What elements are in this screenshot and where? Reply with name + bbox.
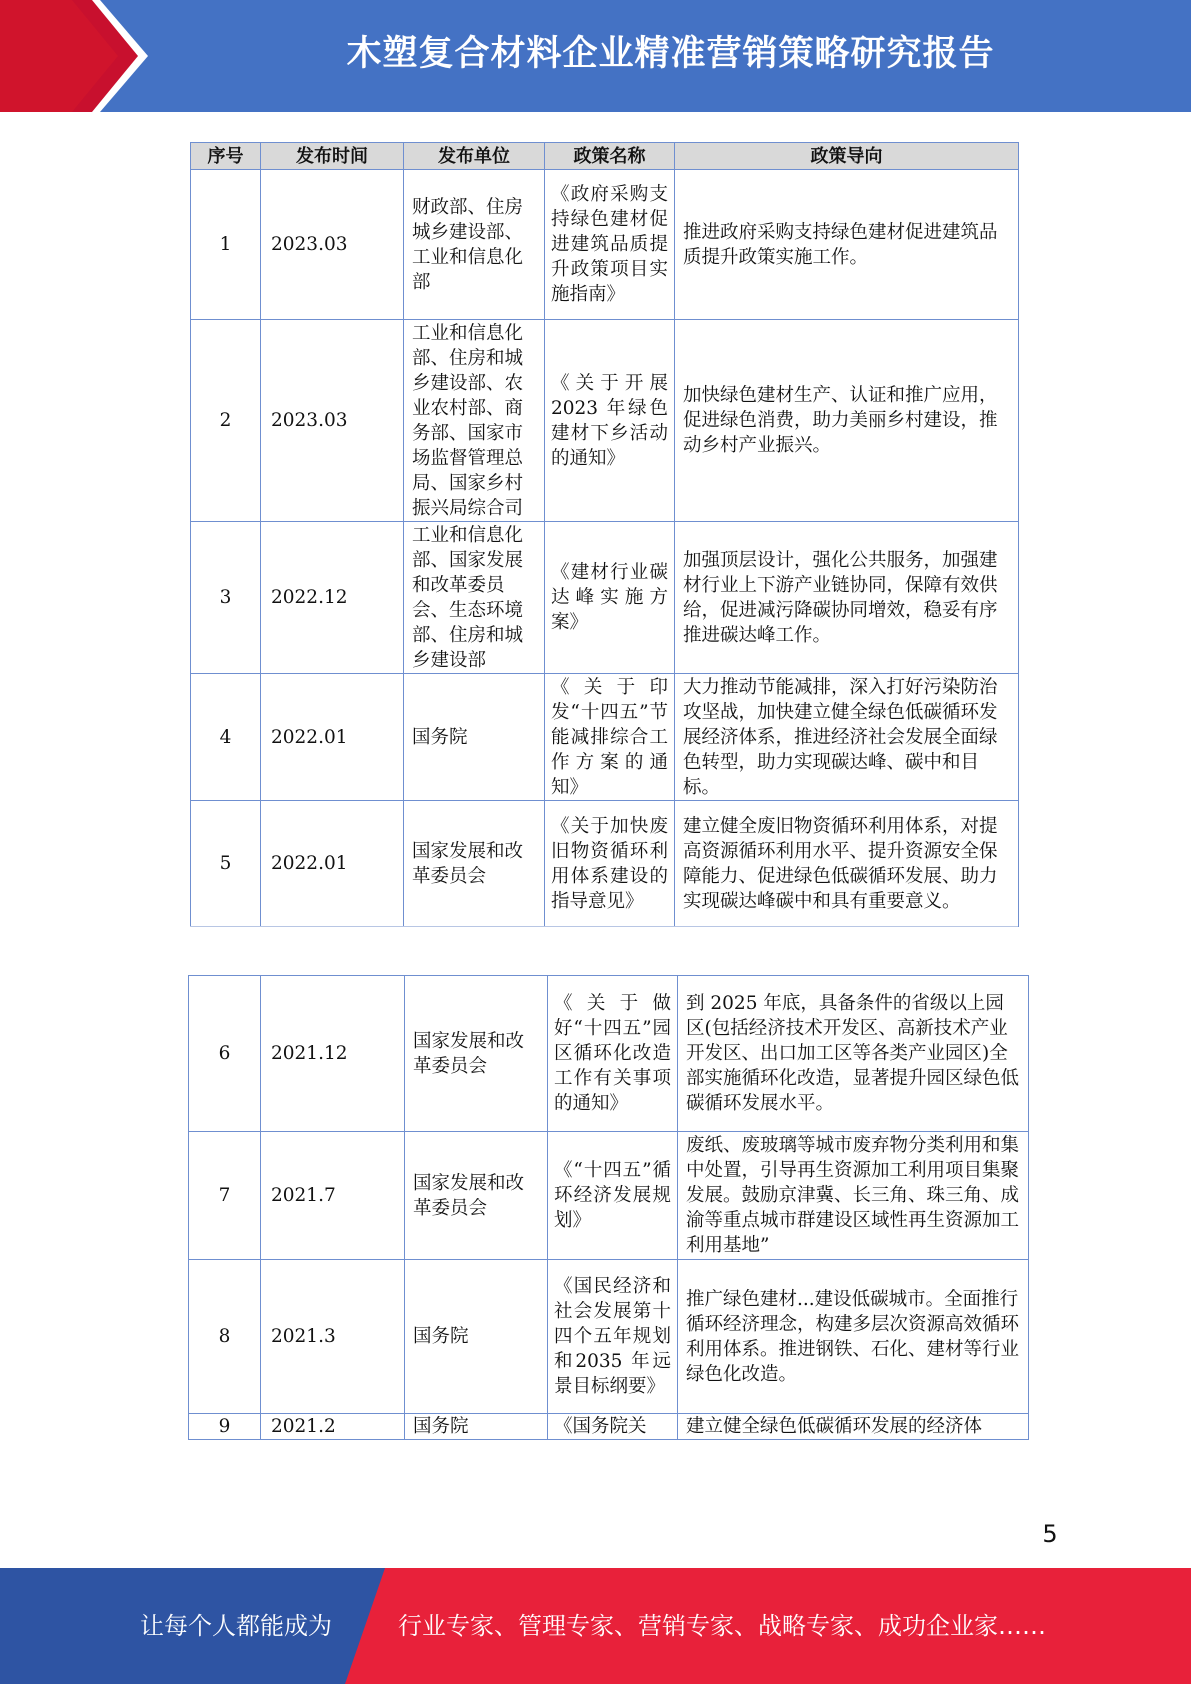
footer-slogan-left: 让每个人都能成为 bbox=[140, 1612, 332, 1640]
table-cut-edge bbox=[190, 926, 1018, 927]
cell-date: 2023.03 bbox=[261, 320, 404, 522]
cell-policy-name: 《关于做好“十四五”园区循环化改造工作有关事项的通知》 bbox=[548, 976, 678, 1132]
footer-banner bbox=[0, 1568, 1191, 1684]
cell-date: 2022.12 bbox=[261, 522, 404, 674]
col-header-guide: 政策导向 bbox=[675, 143, 1019, 170]
table-header-row bbox=[191, 143, 1019, 170]
report-title: 木塑复合材料企业精准营销策略研究报告 bbox=[346, 34, 995, 74]
header-banner bbox=[0, 0, 1191, 112]
cell-policy-name: 《“十四五”循环经济发展规划》 bbox=[548, 1132, 678, 1260]
cell-date: 2023.03 bbox=[261, 170, 404, 320]
cell-policy-guide: 推进政府采购支持绿色建材促进建筑品质提升政策实施工作。 bbox=[675, 170, 1019, 320]
cell-policy-name: 《关于开展2023 年绿色建材下乡活动的通知》 bbox=[545, 320, 675, 522]
cell-org: 国务院 bbox=[405, 1260, 548, 1414]
table-row bbox=[191, 170, 1019, 320]
cell-policy-guide: 推广绿色建材...建设低碳城市。全面推行循环经济理念，构建多层次资源高效循环利用体系。推进钢铁、石化、建材等行业绿色化改造。 bbox=[678, 1260, 1029, 1414]
policy-table-part-2 bbox=[188, 975, 1029, 1440]
cell-policy-guide: 废纸、废玻璃等城市废弃物分类利用和集中处置，引导再生资源加工利用项目集聚发展。鼓励京津冀、长三角、珠三角、成渝等重点城市群建设区域性再生资源加工利用基地” bbox=[678, 1132, 1029, 1260]
cell-org: 工业和信息化部、住房和城乡建设部、农业农村部、商务部、国家市场监督管理总局、国家乡村振兴局综合司 bbox=[404, 320, 545, 522]
cell-org: 国家发展和改革委员会 bbox=[405, 1132, 548, 1260]
cell-no: 6 bbox=[189, 976, 261, 1132]
page-number: 5 bbox=[1042, 1520, 1058, 1548]
header-red-chevron bbox=[0, 0, 150, 112]
cell-no: 8 bbox=[189, 1260, 261, 1414]
table-row bbox=[191, 674, 1019, 801]
policy-table-part-1 bbox=[190, 142, 1019, 927]
table-row bbox=[189, 1414, 1029, 1440]
cell-policy-name: 《关于加快废旧物资循环利用体系建设的指导意见》 bbox=[545, 801, 675, 927]
cell-org: 国务院 bbox=[404, 674, 545, 801]
cell-no: 1 bbox=[191, 170, 261, 320]
cell-policy-guide: 建立健全废旧物资循环利用体系，对提高资源循环利用水平、提升资源安全保障能力、促进绿色低碳循环发展、助力实现碳达峰碳中和具有重要意义。 bbox=[675, 801, 1019, 927]
cell-date: 2021.2 bbox=[261, 1414, 405, 1440]
cell-no: 3 bbox=[191, 522, 261, 674]
col-header-org: 发布单位 bbox=[404, 143, 545, 170]
cell-no: 4 bbox=[191, 674, 261, 801]
cell-org: 国务院 bbox=[405, 1414, 548, 1440]
cell-policy-guide: 建立健全绿色低碳循环发展的经济体 bbox=[678, 1414, 1029, 1440]
cell-date: 2022.01 bbox=[261, 674, 404, 801]
table-row bbox=[191, 320, 1019, 522]
cell-policy-guide: 加强顶层设计，强化公共服务，加强建材行业上下游产业链协同，保障有效供给，促进减污降碳协同增效，稳妥有序推进碳达峰工作。 bbox=[675, 522, 1019, 674]
col-header-no: 序号 bbox=[191, 143, 261, 170]
cell-policy-guide: 大力推动节能减排，深入打好污染防治攻坚战，加快建立健全绿色低碳循环发展经济体系，推进经济社会发展全面绿色转型，助力实现碳达峰、碳中和目标。 bbox=[675, 674, 1019, 801]
cell-policy-guide: 到 2025 年底，具备条件的省级以上园区(包括经济技术开发区、高新技术产业开发区、出口加工区等各类产业园区)全部实施循环化改造，显著提升园区绿色低碳循环发展水平。 bbox=[678, 976, 1029, 1132]
cell-policy-name: 《建材行业碳达峰实施方案》 bbox=[545, 522, 675, 674]
col-header-date: 发布时间 bbox=[261, 143, 404, 170]
table-row bbox=[189, 1260, 1029, 1414]
cell-org: 国家发展和改革委员会 bbox=[404, 801, 545, 927]
cell-policy-name: 《国务院关 bbox=[548, 1414, 678, 1440]
cell-org: 财政部、住房城乡建设部、工业和信息化部 bbox=[404, 170, 545, 320]
cell-date: 2022.01 bbox=[261, 801, 404, 927]
cell-no: 2 bbox=[191, 320, 261, 522]
cell-date: 2021.3 bbox=[261, 1260, 405, 1414]
cell-no: 5 bbox=[191, 801, 261, 927]
cell-org: 工业和信息化部、国家发展和改革委员会、生态环境部、住房和城乡建设部 bbox=[404, 522, 545, 674]
table-row bbox=[189, 976, 1029, 1132]
cell-no: 7 bbox=[189, 1132, 261, 1260]
table-row bbox=[191, 522, 1019, 674]
cell-policy-name: 《国民经济和社会发展第十四个五年规划和2035 年远景目标纲要》 bbox=[548, 1260, 678, 1414]
footer-slogan-right: 行业专家、管理专家、营销专家、战略专家、成功企业家…… bbox=[398, 1612, 1046, 1640]
cell-policy-name: 《关于印发“十四五”节能减排综合工作方案的通知》 bbox=[545, 674, 675, 801]
cell-policy-name: 《政府采购支持绿色建材促进建筑品质提升政策项目实施指南》 bbox=[545, 170, 675, 320]
cell-org: 国家发展和改革委员会 bbox=[405, 976, 548, 1132]
table-row bbox=[191, 801, 1019, 927]
table-row bbox=[189, 1132, 1029, 1260]
col-header-name: 政策名称 bbox=[545, 143, 675, 170]
cell-date: 2021.7 bbox=[261, 1132, 405, 1260]
cell-date: 2021.12 bbox=[261, 976, 405, 1132]
cell-policy-guide: 加快绿色建材生产、认证和推广应用，促进绿色消费，助力美丽乡村建设，推动乡村产业振兴。 bbox=[675, 320, 1019, 522]
cell-no: 9 bbox=[189, 1414, 261, 1440]
